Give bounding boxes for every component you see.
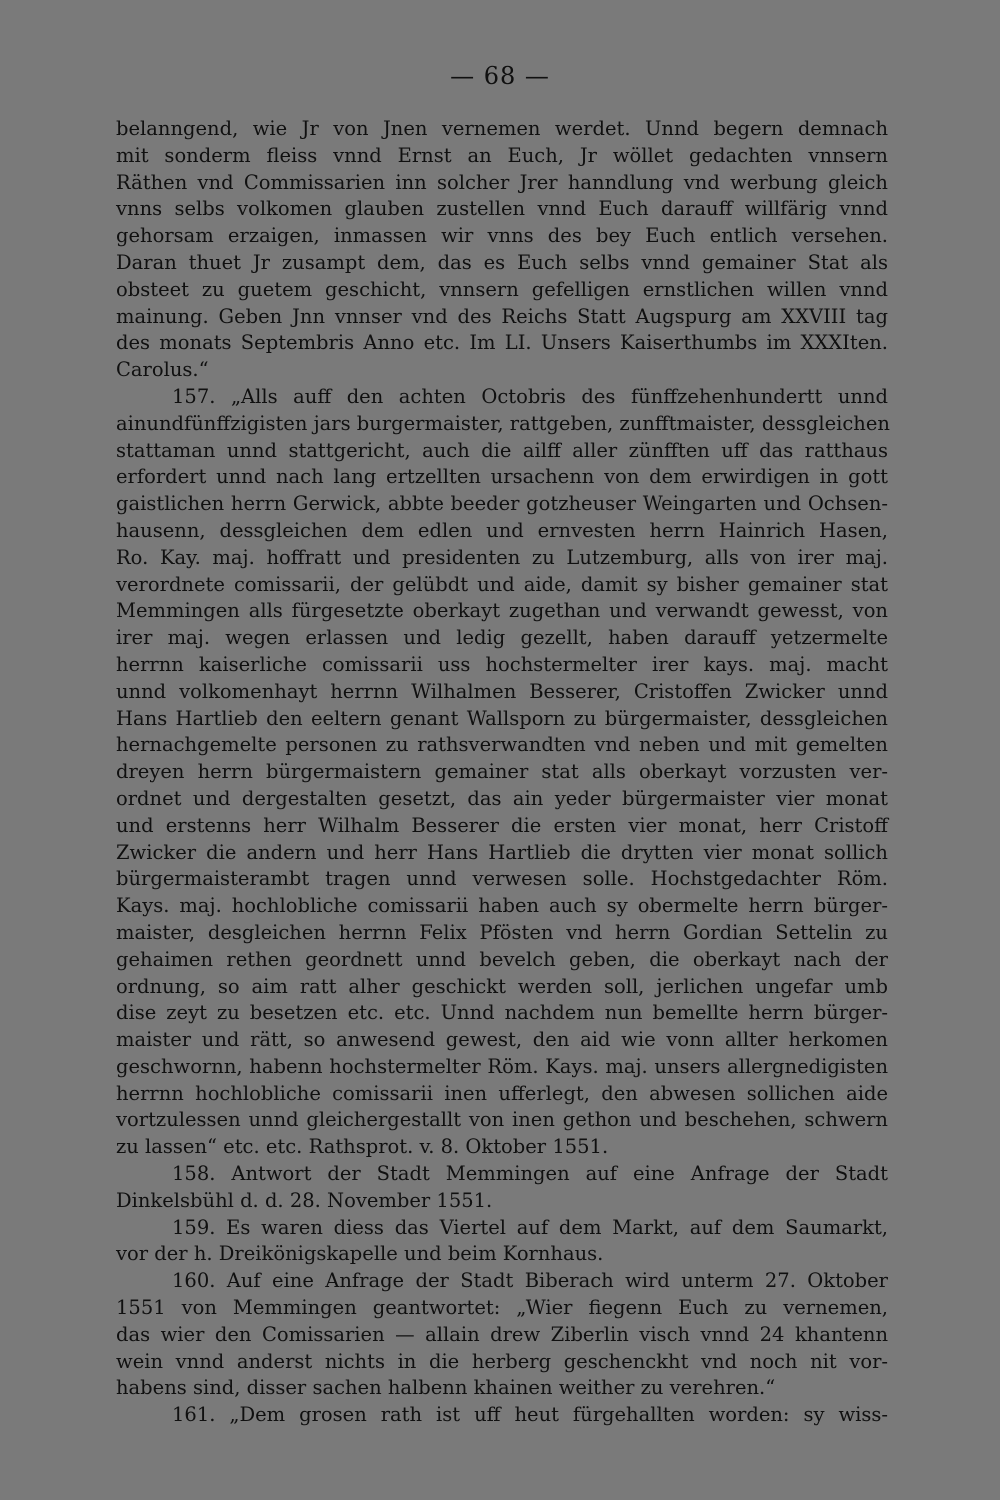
text-line: irer maj. wegen erlassen und ledig gezellt, haben darauff yetzermelte [116,626,888,650]
text-line: Daran thuet Jr zusampt dem, das es Euch selbs vnnd gemainer Stat als [116,250,888,274]
text-line: geschwornn, habenn hochstermelter Röm. Kays. maj. unsers allergnedigisten [116,1054,888,1078]
page-number: — 68 — [450,62,550,90]
text-line: wein vnnd anderst nichts in die herberg geschenckht vnd noch nit vor- [116,1349,888,1373]
text-line: 1551 von Memmingen geantwortet: „Wier fiegenn Euch zu vernemen, [116,1296,888,1320]
text-line: vnns selbs volkomen glauben zustellen vnnd Euch darauff willfärig vnnd [116,197,888,221]
text-line: gehorsam erzaigen, inmassen wir vnns des bey Euch entlich versehen. [116,224,888,248]
text-line: herrnn hochlobliche comissarii inen ufferlegt, den abwesen sollichen aide [116,1081,888,1105]
text-line: 159. Es waren diess das Viertel auf dem Markt, auf dem Saumarkt, [172,1215,888,1239]
text-line: obsteet zu guetem geschicht, vnnsern gefelligen ernstlichen willen vnnd [116,277,888,301]
page-text [116,116,888,1429]
text-line: verordnete comissarii, der gelübdt und aide, damit sy bisher gemainer stat [116,572,888,596]
text-line: mit sonderm fleiss vnnd Ernst an Euch, Jr wöllet gedachten vnnsern [116,143,888,167]
text-line: habens sind, disser sachen halbenn khainen weither zu verehren.“ [116,1376,776,1400]
text-line: Hans Hartlieb den eeltern genant Wallsporn zu bürgermaister, dessgleichen [116,706,888,730]
text-line: 157. „Alls auff den achten Octobris des fünffzehenhundertt unnd [172,384,888,408]
text-line: und erstenns herr Wilhalm Besserer die ersten vier monat, herr Cristoff [116,813,888,837]
text-line: erfordert unnd nach lang ertzellten ursachenn von dem erwirdigen in gott [116,465,888,489]
text-line: gehaimen rethen geordnett unnd bevelch geben, die oberkayt nach der [116,947,888,971]
text-line: Ro. Kay. maj. hoffratt und presidenten zu Lutzemburg, alls von irer maj. [116,545,888,569]
text-line: hausenn, dessgleichen dem edlen und ernvesten herrn Hainrich Hasen, [116,518,888,542]
text-line: ordnet und dergestalten gesetzt, das ain yeder bürgermaister vier monat [116,786,888,810]
text-line: Memmingen alls fürgesetzte oberkayt zugethan und verwandt gewesst, von [116,599,888,623]
text-line: ordnung, so aim ratt alher geschickt werden soll, jerlichen ungefar umb [116,974,888,998]
text-line: Dinkelsbühl d. d. 28. November 1551. [116,1188,493,1212]
text-line: des monats Septembris Anno etc. Im LI. Unsers Kaiserthumbs im XXXIten. [116,331,888,355]
text-line: ainundfünffzigisten jars burgermaister, rattgeben, zunfftmaister, dessgleichen [116,411,890,435]
text-line: 161. „Dem grosen rath ist uff heut fürgehallten worden: sy wiss- [172,1403,888,1427]
text-line: vor der h. Dreikönigskapelle und beim Kornhaus. [116,1242,604,1266]
text-line: belanngend, wie Jr von Jnen vernemen werdet. Unnd begern demnach [116,117,888,140]
text-line: maister und rätt, so anwesend gewest, den aid wie vonn allter herkomen [116,1028,888,1052]
text-line: herrnn kaiserliche comissarii uss hochstermelter irer kays. maj. macht [116,652,888,676]
text-line: bürgermaisterambt tragen unnd verwesen solle. Hochstgedachter Röm. [116,867,888,891]
text-line: dreyen herrn bürgermaistern gemainer stat alls oberkayt vorzusten ver- [116,760,888,784]
text-line: Carolus.“ [116,358,209,382]
text-line: Kays. maj. hochlobliche comissarii haben auch sy obermelte herrn bürger- [116,894,888,918]
text-line: stattaman unnd stattgericht, auch die ailff aller zünfften uff das ratthaus [116,438,888,462]
text-line: Zwicker die andern und herr Hans Hartlieb die drytten vier monat sollich [116,840,888,864]
text-line: hernachgemelte personen zu rathsverwandten vnd neben und mit gemelten [116,733,888,757]
text-line: 160. Auf eine Anfrage der Stadt Biberach wird unterm 27. Oktober [172,1269,888,1293]
text-line: dise zeyt zu besetzen etc. etc. Unnd nachdem nun bemellte herrn bürger- [116,1001,888,1025]
text-line: vortzulessen unnd gleichergestallt von inen gethon und beschehen, schwern [116,1108,888,1132]
text-line: gaistlichen herrn Gerwick, abbte beeder gotzheuser Weingarten und Ochsen- [116,492,888,516]
text-line: das wier den Comissarien — allain drew Ziberlin visch vnnd 24 khantenn [116,1322,888,1346]
text-line: 158. Antwort der Stadt Memmingen auf eine Anfrage der Stadt [172,1162,888,1186]
text-line: Räthen vnd Commissarien inn solcher Jrer hanndlung vnd werbung gleich [116,170,888,194]
text-line: zu lassen“ etc. etc. Rathsprot. v. 8. Oktober 1551. [116,1135,609,1159]
text-line: mainung. Geben Jnn vnnser vnd des Reichs Statt Augspurg am XXVIII tag [116,304,888,328]
text-line: maister, desgleichen herrnn Felix Pfösten vnd herrn Gordian Settelin zu [116,920,888,944]
text-line: unnd volkomenhayt herrnn Wilhalmen Besserer, Cristoffen Zwicker unnd [116,679,888,703]
